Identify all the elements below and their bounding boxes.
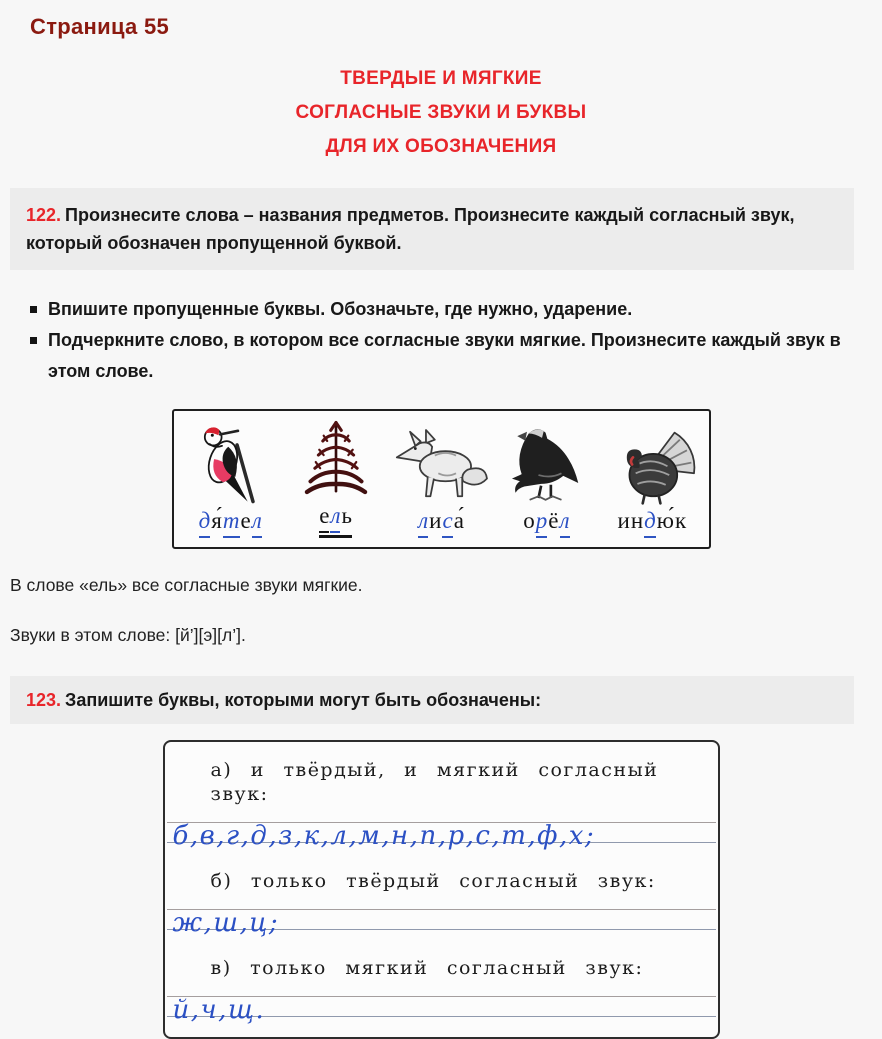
heading-line-2: СОГЛАСНЫЕ ЗВУКИ И БУКВЫ [295, 102, 587, 123]
answer-note: В слове «ель» все согласные звуки мягкие. [10, 575, 363, 595]
letter: н [630, 507, 644, 533]
picture-cell-woodpecker [178, 411, 283, 547]
inserted-letter: д [644, 508, 656, 538]
handwritten-answer-b: ж,ш,ц; [172, 908, 280, 938]
inserted-letter: л [252, 508, 262, 538]
instruction-item [30, 294, 852, 325]
picture-box [172, 409, 711, 549]
picture-cell-fox [388, 411, 493, 547]
letter: я́ [211, 507, 222, 533]
picture-word [418, 508, 465, 538]
picture-word [319, 503, 353, 538]
inserted-letter: т [223, 508, 240, 538]
writing-line-a [167, 821, 716, 851]
instruction-text: Впишите пропущенные буквы. Обозначьте, где нужно, ударение. [48, 299, 633, 319]
turkey-image [602, 422, 702, 506]
exercise-123-task: Запишите буквы, которыми могут быть обозначены: [65, 690, 542, 710]
answer-box [163, 740, 720, 1039]
letter: и [617, 507, 630, 533]
exercise-123-number: 123. [26, 690, 62, 710]
picture-word [617, 508, 687, 538]
eagle-image [497, 422, 595, 506]
instruction-item [30, 325, 852, 387]
exercise-123-band [10, 676, 854, 724]
letter: и [429, 507, 442, 533]
inserted-letter: с [442, 508, 452, 538]
square-bullet-icon [30, 337, 37, 344]
letter: е [319, 503, 329, 533]
letter: ё [548, 507, 559, 533]
handwritten-answer-a: б,в,г,д,з,к,л,м,н,п,р,с,т,ф,х; [172, 821, 596, 851]
instruction-text: Подчеркните слово, в котором все согласные звуки мягкие. Произнесите каждый звук в этом слове. [48, 330, 841, 381]
handwritten-answer-v: й,ч,щ. [172, 995, 266, 1025]
exercise-122-task: Произнесите слова – названия предметов. Произнесите каждый согласный звук, который обозначен пропущенной буквой. [26, 205, 795, 253]
heading-line-3: ДЛЯ ИХ ОБОЗНАЧЕНИЯ [325, 136, 557, 157]
inserted-letter: д [199, 508, 211, 538]
instructions-list [30, 294, 852, 387]
answer-item-label-a: а) и твёрдый, и мягкий согласный звук: [210, 759, 659, 805]
exercise-122-band [10, 188, 854, 270]
writing-line-b [167, 908, 716, 938]
letter: е [240, 507, 251, 533]
answer-item-label-v: в) только мягкий согласный звук: [210, 957, 644, 979]
inserted-letter: р [536, 508, 548, 538]
spruce-image [292, 417, 380, 501]
writing-line-v [167, 995, 716, 1025]
heading-line-1: ТВЕРДЫЕ И МЯГКИЕ [340, 68, 542, 89]
picture-cell-spruce [283, 411, 388, 547]
picture-word [198, 508, 262, 538]
picture-word [523, 508, 570, 538]
picture-cell-turkey [599, 411, 704, 547]
picture-cell-eagle [494, 411, 599, 547]
page-title: Страница 55 [30, 14, 170, 39]
inserted-letter: л [330, 503, 340, 533]
answer-item-label-b: б) только твёрдый согласный звук: [210, 870, 656, 892]
inserted-letter: л [560, 508, 570, 538]
letter: ь [341, 502, 352, 528]
letter: ю́ [656, 507, 674, 533]
fox-image [389, 422, 493, 506]
sounds-note: Звуки в этом слове: [й’][э][л’]. [10, 625, 246, 645]
inserted-letter: л [418, 508, 428, 538]
woodpecker-image [182, 422, 278, 506]
exercise-122-number: 122. [26, 205, 62, 225]
letter: к [674, 507, 687, 533]
letter: о [523, 507, 535, 533]
section-heading [0, 62, 882, 164]
workbook-page [0, 14, 882, 1025]
square-bullet-icon [30, 306, 37, 313]
letter: а́ [453, 507, 464, 533]
